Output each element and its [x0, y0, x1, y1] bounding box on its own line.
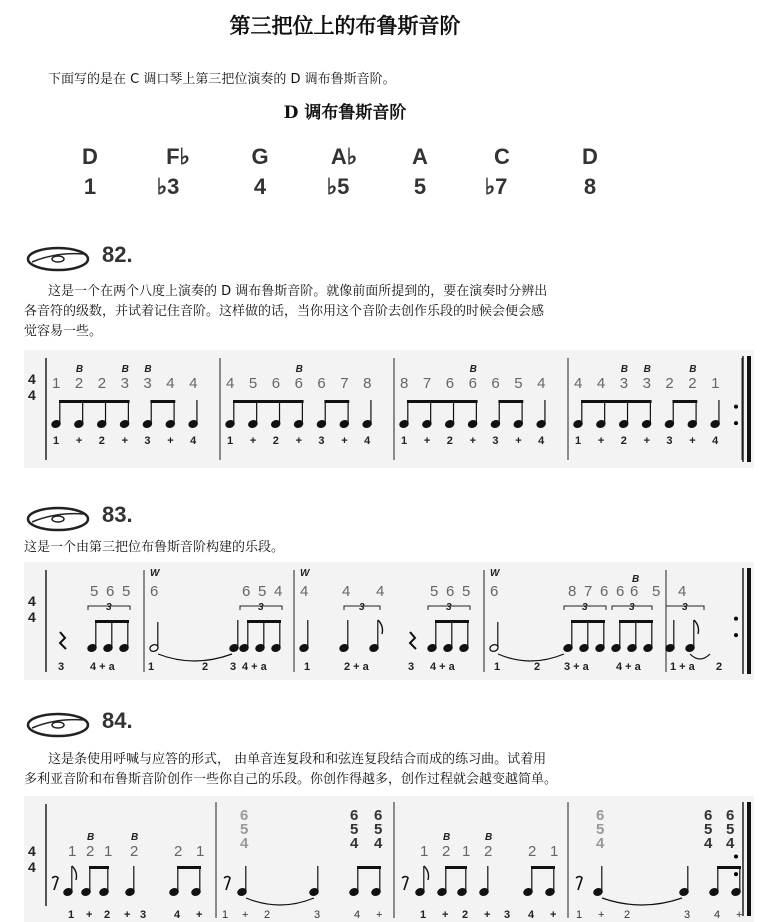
scale-degree: ♭3: [156, 174, 180, 199]
count-label: 4: [538, 435, 545, 447]
repeat-dot: [734, 617, 738, 621]
count-label: 1: [53, 435, 60, 447]
tie: [602, 898, 682, 905]
time-signature-top: 4: [28, 371, 36, 387]
beam: [498, 400, 523, 403]
eighth-rest: [224, 877, 230, 891]
repeat-dot: [734, 633, 738, 637]
count-label: +: [249, 435, 257, 447]
time-signature-top: 4: [28, 593, 36, 609]
count-label: 3: [144, 435, 151, 447]
tab-number: 1: [104, 843, 113, 860]
bend-mark: B: [121, 364, 129, 375]
tab-number: 5: [430, 583, 439, 600]
chord-tab-number: 5: [596, 821, 605, 838]
count-label: 4: [528, 909, 535, 921]
scale-table: [0, 140, 775, 210]
count-label: 3: [318, 435, 325, 447]
count-label: +: [550, 909, 557, 921]
tab-number: 3: [619, 375, 629, 392]
count-label: 1: [575, 435, 582, 447]
tab-number: 4: [226, 375, 235, 392]
chord-tab-number: 4: [596, 835, 605, 852]
beam: [571, 620, 605, 623]
scale-note: A: [412, 144, 428, 169]
exercise-number: 83.: [102, 502, 133, 527]
exercise-82-line-1: 这是一个在两个八度上演奏的 D 调布鲁斯音阶。就像前面所提到的，要在演奏时分辨出: [48, 284, 548, 299]
chord-tab-number: 5: [726, 821, 735, 838]
cd-icon: [26, 712, 90, 738]
tie: [158, 654, 232, 661]
tab-number: 6: [271, 375, 281, 392]
tab-number: 6: [490, 583, 499, 600]
beam: [247, 620, 281, 623]
count-label: 3: [314, 909, 321, 921]
count-label: +: [376, 909, 383, 921]
chord-tab-number: 5: [374, 821, 383, 838]
chord-tab-number: 5: [350, 821, 359, 838]
count-label: 4 + a: [90, 661, 115, 673]
bend-mark: B: [620, 364, 628, 375]
tab-number: 6: [445, 375, 455, 392]
chord-tab-number: 5: [704, 821, 713, 838]
chord-tab-number: 6: [726, 807, 735, 824]
count-label: 2: [716, 661, 723, 673]
repeat-dot: [734, 854, 738, 858]
tab-number: 2: [528, 843, 537, 860]
count-label: 4: [714, 909, 721, 921]
scale-degree: ♭5: [326, 174, 350, 199]
chord-tab-number: 6: [374, 807, 383, 824]
count-label: +: [736, 909, 743, 921]
beam: [59, 400, 130, 403]
beam: [581, 400, 652, 403]
wah-mark: W: [490, 568, 500, 579]
scale-title: D 调布鲁斯音阶: [283, 103, 407, 123]
count-label: 4: [174, 909, 181, 921]
count-label: 3 + a: [564, 661, 589, 673]
tab-number: 1: [550, 843, 559, 860]
tab-number: 3: [642, 375, 651, 392]
tab-number: 7: [422, 375, 432, 392]
tab-number: 1: [68, 843, 77, 860]
count-label: 4 + a: [242, 661, 267, 673]
beam: [619, 620, 653, 623]
tab-number: 2: [86, 843, 95, 860]
eighth-flag: [378, 620, 383, 634]
tab-number: 5: [462, 583, 471, 600]
beam: [407, 400, 478, 403]
chord-tab-number: 6: [596, 807, 605, 824]
chord-tab-number: 6: [240, 807, 249, 824]
count-label: 2: [620, 435, 627, 447]
beam: [435, 620, 469, 623]
tie: [690, 654, 710, 659]
triplet-number: 3: [446, 602, 452, 613]
beam: [445, 866, 467, 869]
eighth-flag: [424, 866, 429, 880]
bend-mark: B: [632, 574, 640, 585]
count-label: 1: [576, 909, 583, 921]
beam: [233, 400, 304, 403]
count-label: +: [167, 435, 174, 447]
eighth-flag: [694, 620, 699, 634]
tab-number: 5: [514, 375, 523, 392]
count-label: +: [689, 435, 696, 447]
bend-mark: B: [643, 364, 651, 375]
exercise-number: 84.: [102, 708, 133, 733]
count-label: 2: [202, 661, 209, 673]
triplet-number: 3: [629, 602, 635, 613]
tab-number: 5: [122, 583, 131, 600]
wah-mark: W: [300, 568, 310, 579]
tab-number: 7: [584, 583, 593, 600]
count-label: +: [295, 435, 303, 447]
tab-number: 6: [294, 375, 303, 392]
eighth-rest: [576, 877, 582, 891]
bend-mark: B: [443, 832, 451, 843]
beam: [150, 400, 175, 403]
count-label: 1 + a: [670, 661, 695, 673]
count-label: 3: [504, 909, 511, 921]
time-signature-top: 4: [28, 843, 36, 859]
count-label: +: [86, 909, 93, 921]
tab-number: 6: [446, 583, 455, 600]
tab-number: 6: [242, 583, 251, 600]
tab-number: 6: [600, 583, 609, 600]
count-label: 3: [684, 909, 691, 921]
tab-number: 6: [317, 375, 326, 392]
count-label: 4: [364, 435, 371, 447]
tab-number: 2: [688, 375, 697, 392]
exercise-82-line-2: 各音符的级数，并试着记住音阶。这样做的话，当你用这个音阶去创作乐段的时候会便会感: [24, 304, 545, 319]
bend-mark: B: [87, 832, 95, 843]
exercise-82-staff: [24, 350, 754, 468]
time-signature-bottom: 4: [28, 609, 36, 625]
bend-mark: B: [75, 364, 84, 375]
tab-number: 4: [189, 375, 198, 392]
scale-degree: 1: [83, 174, 97, 199]
tab-number: 5: [652, 583, 661, 600]
quarter-rest: [410, 632, 416, 649]
count-label: 2: [534, 661, 541, 673]
page-title: 第三把位上的布鲁斯音阶: [229, 13, 461, 38]
tab-number: 4: [376, 583, 385, 600]
count-label: 3: [140, 909, 147, 921]
count-label: 1: [304, 661, 311, 673]
chord-tab-number: 4: [726, 835, 735, 852]
count-label: +: [124, 909, 131, 921]
count-label: +: [121, 435, 129, 447]
count-label: 2: [446, 435, 453, 447]
triplet-number: 3: [258, 602, 264, 613]
tie: [498, 654, 564, 661]
count-label: 4: [190, 435, 197, 447]
chord-tab-number: 6: [704, 807, 713, 824]
tab-number: 8: [568, 583, 577, 600]
scale-note: F♭: [166, 144, 190, 169]
tab-number: 1: [420, 843, 429, 860]
beam: [357, 866, 381, 869]
tab-number: 2: [442, 843, 451, 860]
count-label: 2: [98, 435, 105, 447]
scale-note: G: [251, 144, 269, 169]
tab-number: 2: [665, 375, 674, 392]
tab-number: 2: [130, 843, 139, 860]
count-label: 1: [227, 435, 234, 447]
count-label: 2: [272, 435, 279, 447]
exercise-83-notation: [24, 562, 754, 680]
count-label: +: [643, 435, 651, 447]
count-label: +: [75, 435, 83, 447]
tab-number: 6: [616, 583, 625, 600]
bend-mark: B: [689, 364, 697, 375]
scale-degree: ♭7: [484, 174, 508, 199]
count-label: +: [341, 435, 348, 447]
count-label: 2: [104, 909, 111, 921]
tab-number: 5: [90, 583, 99, 600]
tab-number: 4: [342, 583, 351, 600]
count-label: +: [423, 435, 431, 447]
eighth-flag: [72, 866, 77, 880]
count-label: +: [469, 435, 477, 447]
tab-number: 4: [574, 375, 583, 392]
exercise-82-notation: [24, 350, 754, 468]
exercise-83-staff: [24, 562, 754, 680]
count-label: 4: [712, 435, 719, 447]
count-label: 1: [420, 909, 427, 921]
tab-number: 6: [491, 375, 500, 392]
end-barline-thick: [747, 802, 751, 916]
exercise-84-notation: [24, 796, 754, 922]
count-label: 2: [462, 909, 469, 921]
tab-number: 1: [462, 843, 471, 860]
tab-number: 8: [363, 375, 372, 392]
tab-number: 5: [258, 583, 267, 600]
tab-number: 2: [484, 843, 493, 860]
tab-number: 7: [340, 375, 349, 392]
tab-number: 4: [596, 375, 606, 392]
tab-number: 6: [106, 583, 115, 600]
repeat-dot: [734, 421, 738, 425]
exercise-84-staff: [24, 796, 754, 922]
tab-number: 6: [468, 375, 477, 392]
count-label: 3: [230, 661, 237, 673]
repeat-dot: [734, 405, 738, 409]
scale-note: D: [582, 144, 598, 169]
exercise-84-line-2: 多利亚音阶和布鲁斯音阶创作一些你自己的乐段。你创作得越多，创作过程就会越变越简单。: [24, 772, 558, 787]
tab-number: 6: [630, 583, 639, 600]
count-label: +: [484, 909, 491, 921]
tab-number: 4: [274, 583, 283, 600]
tie: [246, 898, 314, 905]
count-label: 2 + a: [344, 661, 369, 673]
beam: [95, 620, 129, 623]
beam: [531, 866, 555, 869]
count-label: +: [242, 909, 249, 921]
bend-mark: B: [144, 364, 152, 375]
exercise-84-line-1: 这是条使用呼喊与应答的形式， 由单音连复段和和弦连复段结合而成的练习曲。试着用: [48, 752, 547, 767]
repeat-dot: [734, 872, 738, 876]
end-barline-thick: [747, 568, 751, 674]
tab-number: 3: [120, 375, 129, 392]
bend-mark: B: [131, 832, 139, 843]
tab-number: 3: [143, 375, 152, 392]
scale-note: A♭: [330, 144, 358, 169]
count-label: 1: [148, 661, 155, 673]
count-label: +: [442, 909, 449, 921]
beam: [717, 866, 741, 869]
tab-number: 2: [97, 375, 107, 392]
bend-mark: B: [295, 364, 303, 375]
bend-mark: B: [485, 832, 493, 843]
end-barline-thick: [747, 356, 751, 462]
count-label: +: [196, 909, 203, 921]
count-label: +: [598, 909, 605, 921]
tab-number: 4: [166, 375, 175, 392]
tab-number: 2: [174, 843, 183, 860]
triplet-number: 3: [582, 602, 588, 613]
count-label: 3: [666, 435, 673, 447]
count-label: 3: [492, 435, 499, 447]
count-label: 2: [624, 909, 631, 921]
chord-tab-number: 4: [350, 835, 359, 852]
tab-number: 2: [74, 375, 84, 392]
chord-tab-number: 6: [350, 807, 359, 824]
wah-mark: W: [150, 568, 160, 579]
count-label: 4: [354, 909, 361, 921]
exercise-82-line-3: 觉容易一些。: [24, 324, 103, 339]
chord-tab-number: 4: [374, 835, 383, 852]
tab-number: 5: [248, 375, 258, 392]
triplet-number: 3: [359, 602, 365, 613]
beam: [89, 866, 109, 869]
beam: [672, 400, 697, 403]
count-label: 1: [401, 435, 408, 447]
tab-number: 1: [52, 375, 61, 392]
count-label: 3: [408, 661, 415, 673]
scale-note: C: [494, 144, 510, 169]
time-signature-bottom: 4: [28, 859, 36, 875]
eighth-rest: [52, 877, 58, 891]
triplet-number: 3: [106, 602, 112, 613]
tab-number: 1: [196, 843, 205, 860]
count-label: 3: [58, 661, 65, 673]
time-signature-bottom: 4: [28, 387, 36, 403]
exercise-83-line-1: 这是一个由第三把位布鲁斯音阶构建的乐段。: [24, 540, 285, 555]
cd-icon: [26, 506, 90, 532]
count-label: 1: [68, 909, 75, 921]
count-label: 2: [264, 909, 271, 921]
intro-text: 下面写的是在 C 调口琴上第三把位演奏的 D 调布鲁斯音阶。: [48, 72, 396, 87]
beam: [324, 400, 349, 403]
exercise-number: 82.: [102, 242, 133, 267]
chord-tab-number: 4: [704, 835, 713, 852]
scale-degree: 8: [583, 174, 597, 199]
beam: [177, 866, 201, 869]
tab-number: 4: [300, 583, 309, 600]
bend-mark: B: [469, 364, 477, 375]
chord-tab-number: 5: [240, 821, 249, 838]
tab-number: 6: [150, 583, 159, 600]
chord-tab-number: 4: [240, 835, 249, 852]
quarter-rest: [60, 632, 66, 649]
triplet-number: 3: [682, 602, 688, 613]
scale-note: D: [82, 144, 98, 169]
tab-number: 1: [711, 375, 720, 392]
tab-number: 4: [537, 375, 546, 392]
count-label: 1: [222, 909, 229, 921]
count-label: +: [597, 435, 605, 447]
tab-number: 8: [400, 375, 409, 392]
cd-icon: [26, 246, 90, 272]
tab-number: 4: [678, 583, 687, 600]
count-label: 4 + a: [616, 661, 641, 673]
eighth-rest: [402, 877, 408, 891]
count-label: 4 + a: [430, 661, 455, 673]
count-label: 1: [494, 661, 501, 673]
count-label: +: [515, 435, 522, 447]
scale-degree: 5: [413, 174, 427, 199]
scale-degree: 4: [253, 174, 267, 199]
